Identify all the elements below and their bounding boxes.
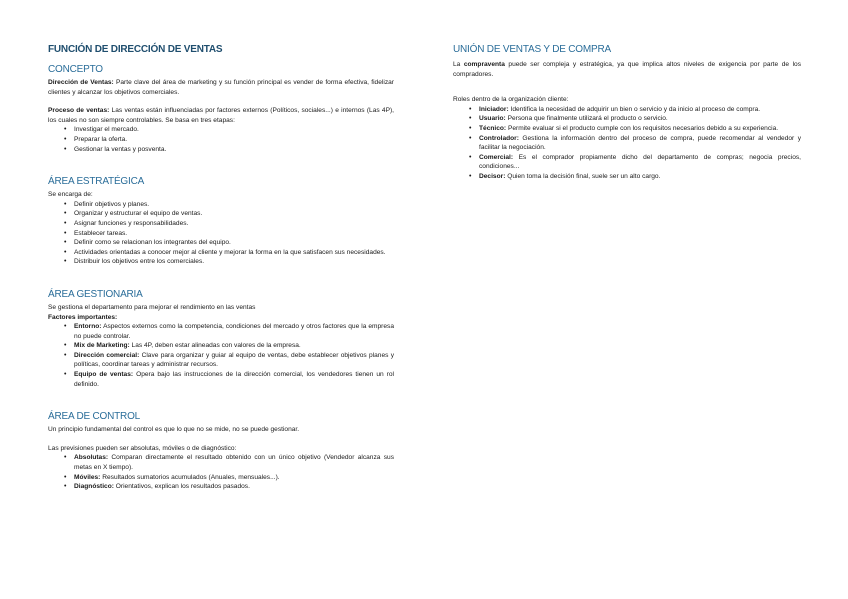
list-item: • Investigar el mercado. (74, 125, 394, 135)
paragraph-intro: Se gestiona el departamento para mejorar el rendimiento en las ventas (48, 303, 256, 311)
list-item: • Absolutas: Comparan directamente el resultado obtenido con un único objetivo (Vendedor alcanza sus metas en X tiempo). (74, 453, 394, 472)
list-item: • Controlador: Gestiona la información dentro del proceso de compra, puede recomendar al vendedor y facilitar la negociación. (479, 134, 801, 153)
list-item: • Diagnóstico: Orientativos, explican los resultados pasados. (74, 482, 394, 492)
paragraph-direccion-ventas: Dirección de Ventas: Parte clave del área de marketing y su función principal es vender de forma efectiva, fidelizar clientes y alcanzar los objetivos comerciales. (48, 79, 394, 96)
document-title: FUNCIÓN DE DIRECCIÓN DE VENTAS (48, 44, 223, 55)
list-item: • Técnico: Permite evaluar si el producto cumple con los requisitos necesarios debido a su experiencia. (479, 124, 801, 134)
list-item: • Preparar la oferta. (74, 135, 394, 145)
paragraph-intro: Se encarga de: (48, 191, 93, 199)
list-item: • Actividades orientadas a conocer mejor al cliente y mejorar la forma en la que satisfacen sus necesidades. (74, 248, 394, 258)
list-item: • Organizar y estructurar el equipo de ventas. (74, 209, 394, 219)
list-item: • Definir como se relacionan los integrantes del equipo. (74, 238, 394, 248)
list-item: • Comercial: Es el comprador propiamente dicho del departamento de compras; negocia precios, condiciones... (479, 153, 801, 172)
list-item: • Móviles: Resultados sumatorios acumulados (Anuales, mensuales...). (74, 473, 394, 483)
list-item: • Mix de Marketing: Las 4P, deben estar alineadas con valores de la empresa. (74, 341, 394, 351)
section-title-union: UNIÓN DE VENTAS Y DE COMPRA (453, 44, 611, 55)
list-item: • Gestionar la ventas y posventa. (74, 145, 394, 155)
section-title-control: ÁREA DE CONTROL (48, 411, 141, 423)
paragraph-previsiones: Las previsiones pueden ser absolutas, móviles o de diagnóstico: (48, 444, 237, 452)
section-title-estrategica: ÁREA ESTRATÉGICA (48, 176, 145, 188)
list-item: • Equipo de ventas: Opera bajo las instrucciones de la dirección comercial, los vendedores tienen un rol definido. (74, 370, 394, 389)
list-item: • Asignar funciones y responsabilidades. (74, 219, 394, 229)
list-item: • Dirección comercial: Clave para organizar y guiar al equipo de ventas, debe establecer objetivos planes y políticas, coordinar tareas y administrar recursos. (74, 351, 394, 370)
list-item: • Decisor: Quien toma la decisión final, suele ser un alto cargo. (479, 172, 801, 182)
estrategica-list (48, 200, 394, 267)
section-title-concepto: CONCEPTO (48, 64, 103, 75)
list-item: • Establecer tareas. (74, 229, 394, 239)
etapas-list (48, 125, 394, 154)
list-item: • Distribuir los objetivos entre los comerciales. (74, 257, 394, 267)
section-title-gestionaria: ÁREA GESTIONARIA (48, 288, 143, 300)
paragraph-intro: Un principio fundamental del control es que lo que no se mide, no se puede gestionar. (48, 426, 300, 434)
paragraph-roles: Roles dentro de la organización cliente: (453, 96, 569, 104)
paragraph-proceso-ventas: Proceso de ventas: Las ventas están influenciadas por factores externos (Políticos, sociales...) e internos (Las 4P), los cuales no son siempre controlables. Se basa en tres etapas: (48, 107, 395, 124)
list-item: • Definir objetivos y planes. (74, 200, 394, 210)
control-list (48, 453, 394, 491)
gestionaria-list (48, 322, 394, 389)
list-item: • Iniciador: Identifica la necesidad de adquirir un bien o servicio y da inicio al proceso de compra. (479, 105, 801, 115)
left-column (48, 44, 394, 492)
roles-list (453, 105, 801, 182)
right-column (453, 44, 801, 182)
list-item: • Entorno: Aspectos externos como la competencia, condiciones del mercado y otros factores que la empresa no puede controlar. (74, 322, 394, 341)
list-item: • Usuario: Persona que finalmente utilizará el producto o servicio. (479, 114, 801, 124)
paragraph-compraventa: La compraventa puede ser compleja y estratégica, ya que implica altos niveles de exigencia por parte de los compradores. (453, 61, 801, 78)
paragraph-factores: Factores importantes: (48, 313, 118, 321)
